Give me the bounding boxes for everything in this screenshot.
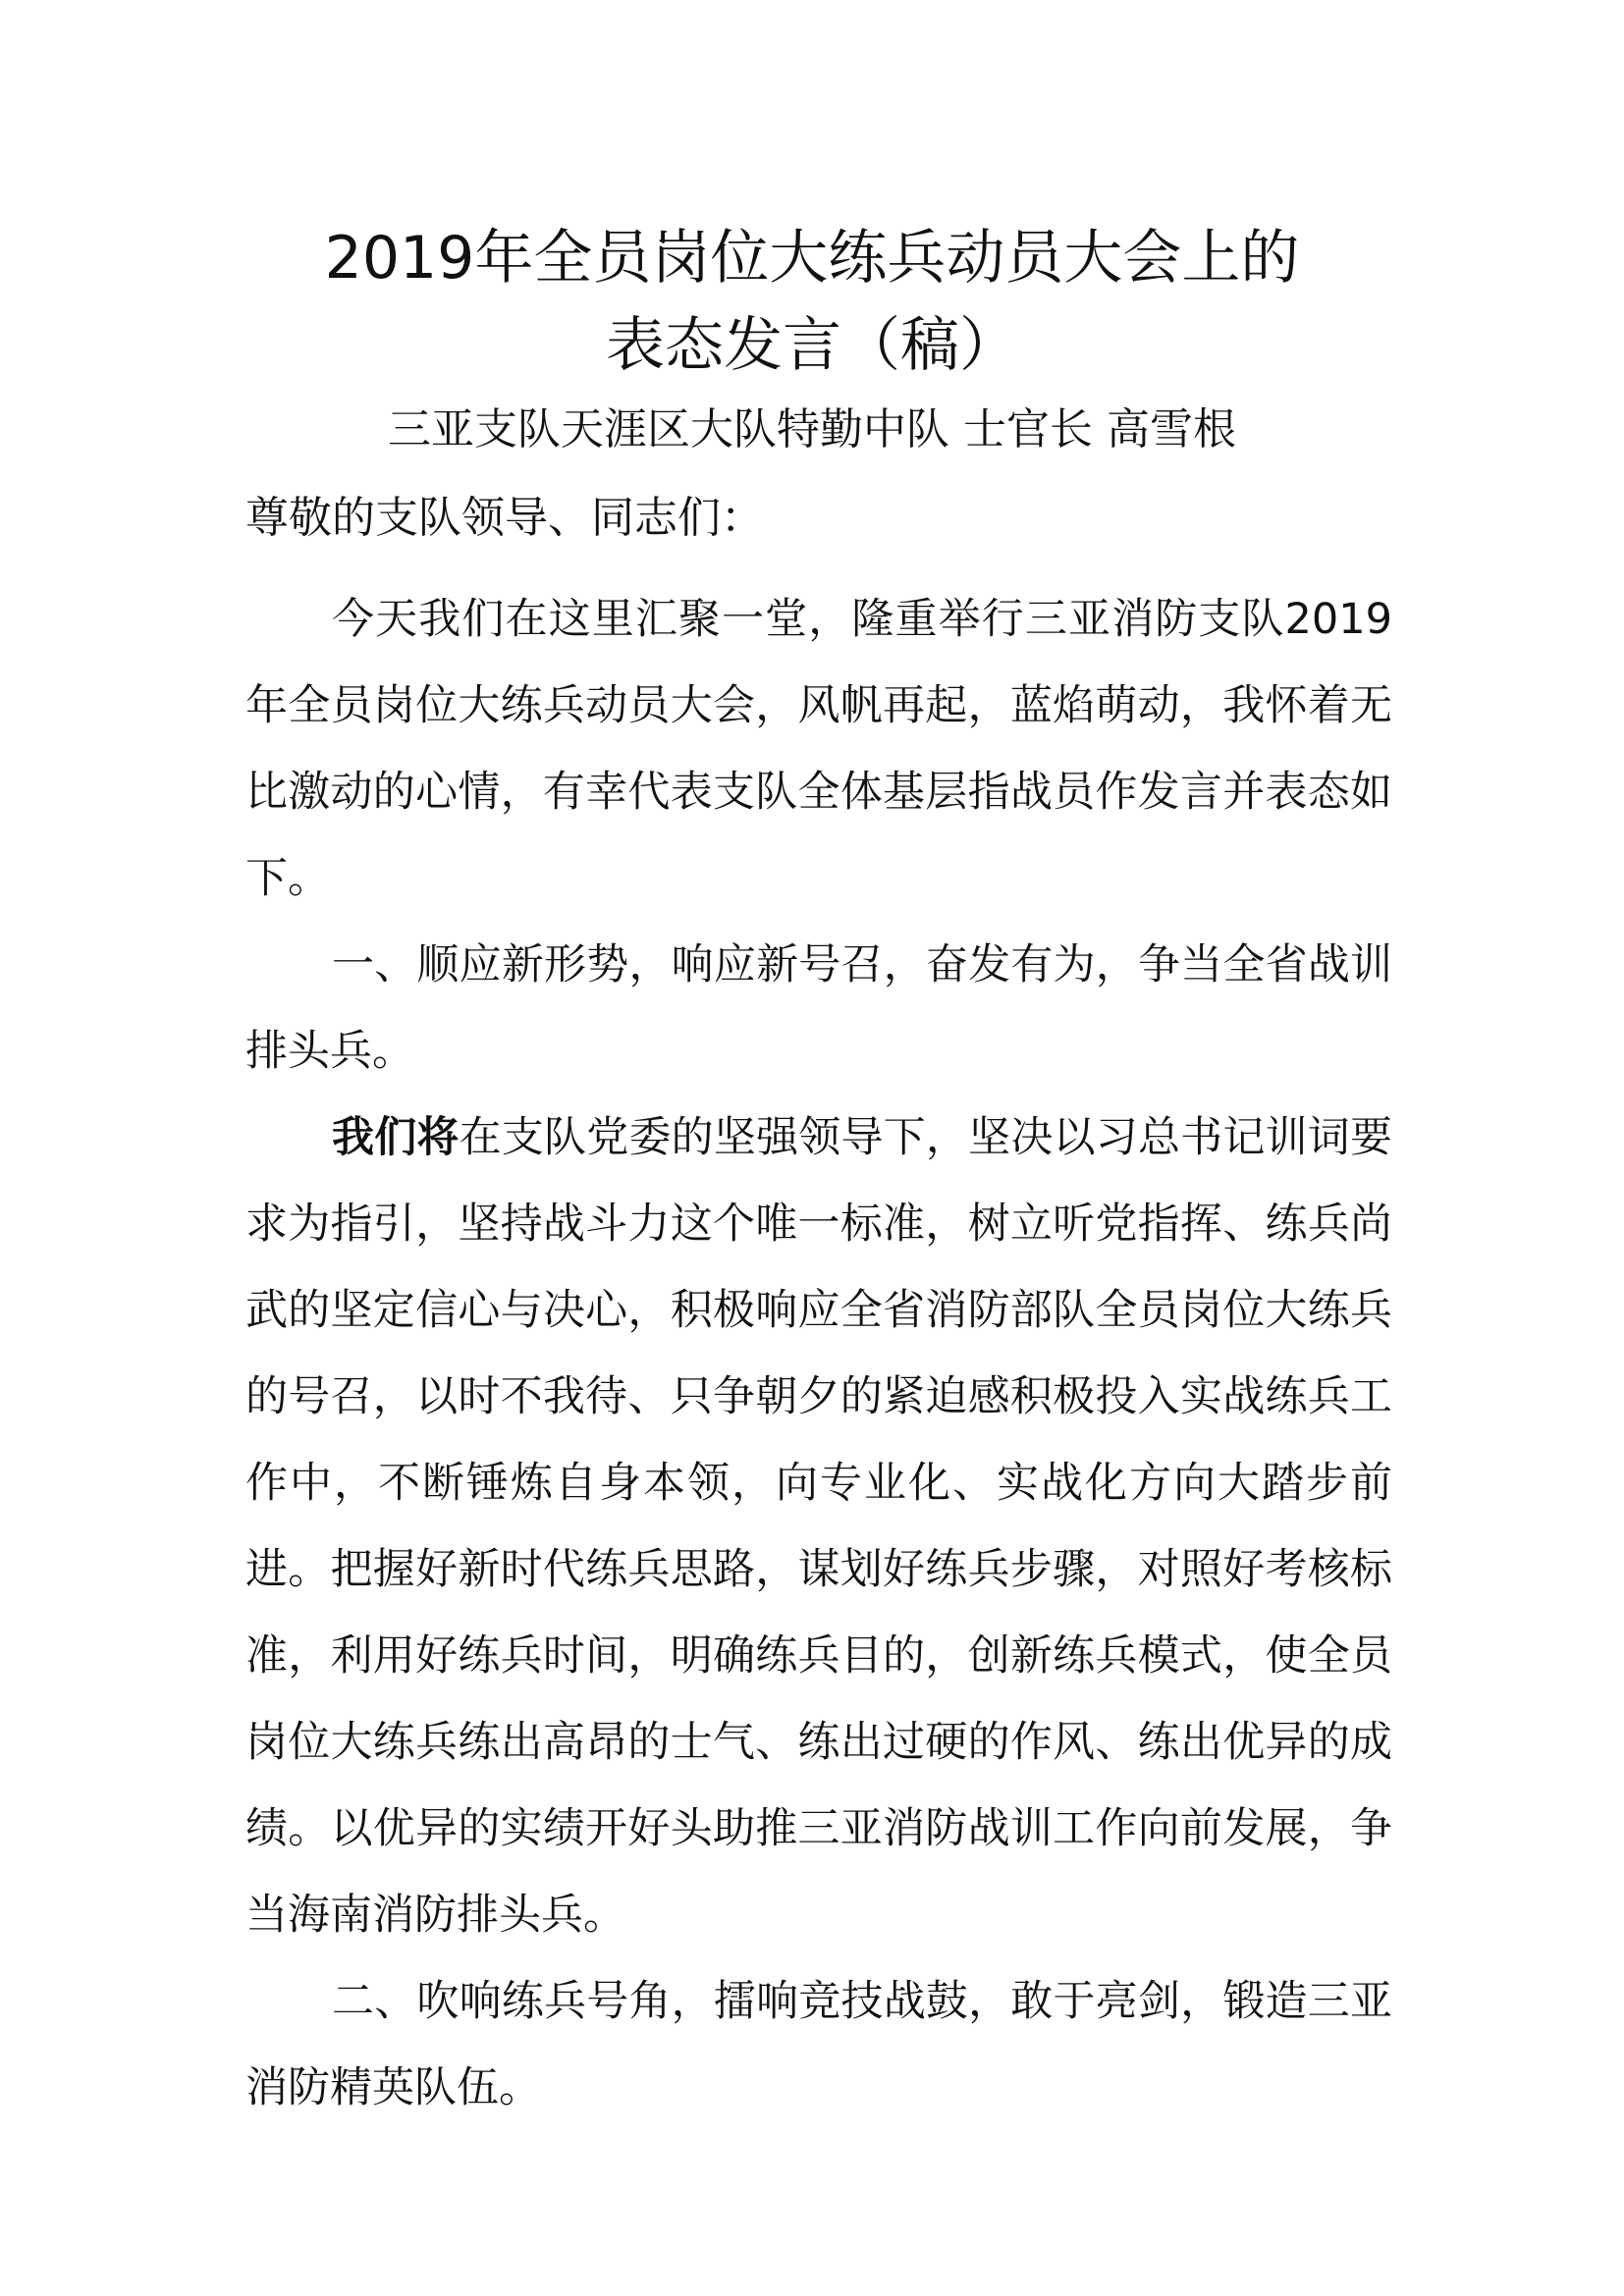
paragraph-opening: 今天我们在这里汇聚一堂，隆重举行三亚消防支队2019年全员岗位大练兵动员大会，风帆再起，蓝焰萌动，我怀着无比激动的心情，有幸代表支队全体基层指战员作发言并表态如下。	[245, 595, 1392, 903]
paragraph-commitment-text: 在支队党委的坚强领导下，坚决以习总书记训词要求为指引，坚持战斗力这个唯一标准，树立听党指挥、练兵尚武的坚定信心与决心，积极响应全省消防部队全员岗位大练兵的号召，以时不我待、只争朝夕的紧迫感积极投入实战练兵工作中，不断锤炼自身本领，向专业化、实战化方向大踏步前进。把握好新时代练兵思路，谋划好练兵步骤，对照好考核标准，利用好练兵时间，明确练兵目的，创新练兵模式，使全员岗位大练兵练出高昂的士气、练出过硬的作风、练出优异的成绩。以优异的实绩开好头助推三亚消防战训工作向前发展，争当海南消防排头兵。	[245, 1113, 1392, 1940]
speech-body	[245, 576, 1392, 2131]
paragraph-lead-bold: 我们将	[332, 1113, 460, 1162]
paragraph-commitment	[245, 1095, 1392, 1958]
document-title-line-1: 2019年全员岗位大练兵动员大会上的	[324, 224, 1300, 293]
section-heading-2: 二、吹响练兵号角，擂响竞技战鼓，敢于亮剑，锻造三亚消防精英队伍。	[245, 1977, 1392, 2112]
section-heading-1: 一、顺应新形势，响应新号召，奋发有为，争当全省战训排头兵。	[245, 940, 1392, 1076]
author-line: 三亚支队天涯区大队特勤中队 士官长 高雪根	[388, 404, 1236, 454]
document-title-line-2: 表态发言（稿）	[606, 311, 1018, 380]
salutation: 尊敬的支队领导、同志们：	[245, 493, 764, 543]
